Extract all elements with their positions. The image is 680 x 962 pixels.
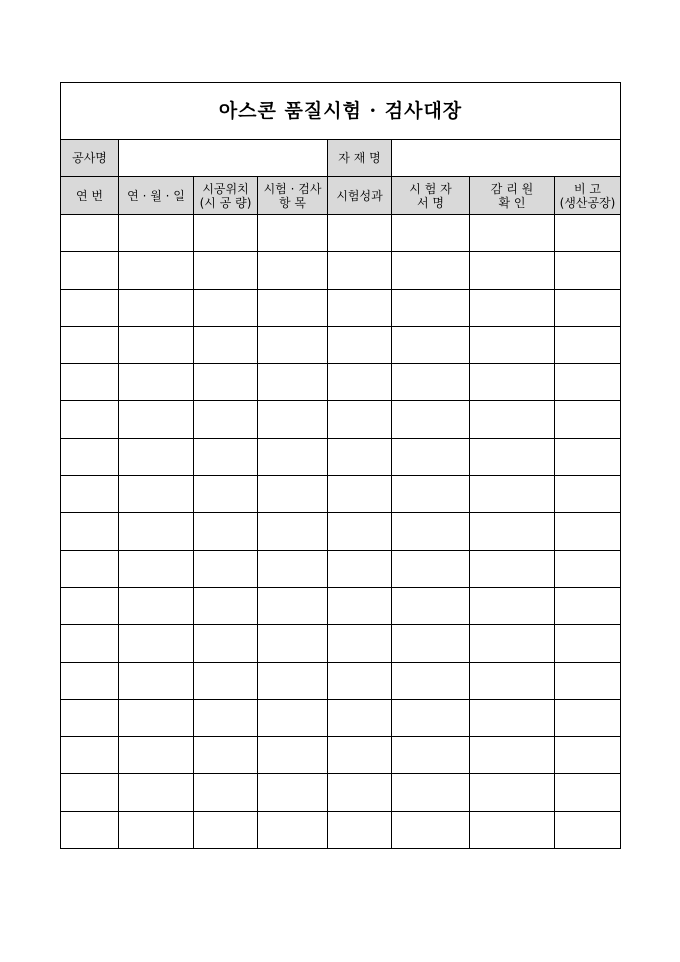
header-remarks: [555, 177, 621, 215]
table-cell[interactable]: [470, 401, 555, 438]
project-name-field[interactable]: [119, 140, 328, 177]
table-cell[interactable]: [392, 737, 470, 774]
header-remarks-line1: 비 고: [574, 181, 601, 196]
table-cell[interactable]: [61, 438, 119, 475]
table-cell[interactable]: [119, 289, 194, 326]
table-cell[interactable]: [194, 326, 258, 363]
table-cell[interactable]: [555, 587, 621, 624]
table-cell[interactable]: [61, 326, 119, 363]
table-cell[interactable]: [194, 215, 258, 252]
table-cell[interactable]: [194, 476, 258, 513]
table-cell[interactable]: [470, 289, 555, 326]
table-cell[interactable]: [194, 364, 258, 401]
table-cell[interactable]: [258, 625, 328, 662]
table-cell[interactable]: [328, 438, 392, 475]
table-cell[interactable]: [119, 662, 194, 699]
table-cell[interactable]: [61, 513, 119, 550]
table-cell[interactable]: [555, 662, 621, 699]
table-cell[interactable]: [119, 476, 194, 513]
table-row: [61, 811, 621, 848]
table-cell[interactable]: [119, 625, 194, 662]
table-cell[interactable]: [470, 699, 555, 736]
table-cell[interactable]: [328, 215, 392, 252]
table-cell[interactable]: [119, 587, 194, 624]
table-cell[interactable]: [194, 401, 258, 438]
table-cell[interactable]: [470, 215, 555, 252]
table-cell[interactable]: [328, 737, 392, 774]
header-supervisor: [470, 177, 555, 215]
table-cell[interactable]: [194, 699, 258, 736]
table-cell[interactable]: [119, 252, 194, 289]
table-row: [61, 774, 621, 811]
table-cell[interactable]: [470, 476, 555, 513]
project-name-label: 공사명: [61, 140, 119, 177]
table-cell[interactable]: [555, 364, 621, 401]
table-cell[interactable]: [392, 662, 470, 699]
material-name-field[interactable]: [392, 140, 621, 177]
table-cell[interactable]: [61, 811, 119, 848]
table-cell[interactable]: [194, 811, 258, 848]
table-row: [61, 326, 621, 363]
table-cell[interactable]: [328, 587, 392, 624]
table-row: [61, 289, 621, 326]
table-row: [61, 513, 621, 550]
table-cell[interactable]: [555, 252, 621, 289]
table-cell[interactable]: [470, 326, 555, 363]
table-cell[interactable]: [119, 811, 194, 848]
table-cell[interactable]: [194, 774, 258, 811]
header-supervisor-line2: 확 인: [498, 195, 526, 210]
table-cell[interactable]: [555, 774, 621, 811]
table-cell[interactable]: [119, 326, 194, 363]
table-cell[interactable]: [555, 625, 621, 662]
header-tester-line1: 시 험 자: [409, 181, 452, 196]
table-row: [61, 401, 621, 438]
table-cell[interactable]: [328, 662, 392, 699]
table-cell[interactable]: [470, 438, 555, 475]
table-cell[interactable]: [470, 774, 555, 811]
table-cell[interactable]: [328, 289, 392, 326]
header-serial-label: 연 번: [76, 188, 103, 203]
table-row: [61, 215, 621, 252]
table-cell[interactable]: [258, 215, 328, 252]
page-title: 아스콘 품질시험 · 검사대장: [61, 83, 621, 140]
table-cell[interactable]: [258, 699, 328, 736]
table-cell[interactable]: [194, 513, 258, 550]
table-cell[interactable]: [392, 215, 470, 252]
table-cell[interactable]: [392, 625, 470, 662]
header-tester-line2: 서 명: [417, 195, 444, 210]
table-cell[interactable]: [470, 811, 555, 848]
header-date-label: 연 · 월 · 일: [127, 188, 185, 203]
table-cell[interactable]: [470, 364, 555, 401]
table-row: [61, 737, 621, 774]
table-cell[interactable]: [194, 550, 258, 587]
table-cell[interactable]: [470, 625, 555, 662]
table-cell[interactable]: [328, 699, 392, 736]
header-remarks-line2: (생산공장): [559, 195, 616, 210]
table-cell[interactable]: [470, 662, 555, 699]
table-cell[interactable]: [61, 401, 119, 438]
table-row: [61, 476, 621, 513]
table-cell[interactable]: [392, 364, 470, 401]
table-cell[interactable]: [258, 587, 328, 624]
header-serial: [61, 177, 119, 215]
table-cell[interactable]: [470, 737, 555, 774]
table-cell[interactable]: [258, 364, 328, 401]
table-cell[interactable]: [555, 401, 621, 438]
table-cell[interactable]: [61, 215, 119, 252]
table-cell[interactable]: [258, 662, 328, 699]
table-cell[interactable]: [194, 625, 258, 662]
table-cell[interactable]: [555, 289, 621, 326]
table-cell[interactable]: [61, 774, 119, 811]
table-cell[interactable]: [119, 550, 194, 587]
inspection-ledger-table: [60, 82, 621, 849]
table-cell[interactable]: [119, 401, 194, 438]
table-cell[interactable]: [119, 774, 194, 811]
table-cell[interactable]: [194, 252, 258, 289]
table-cell[interactable]: [194, 289, 258, 326]
table-cell[interactable]: [555, 513, 621, 550]
table-cell[interactable]: [328, 252, 392, 289]
table-cell[interactable]: [392, 438, 470, 475]
table-row: [61, 587, 621, 624]
table-cell[interactable]: [328, 476, 392, 513]
header-location-line2: (시 공 량): [199, 195, 252, 210]
table-cell[interactable]: [470, 587, 555, 624]
table-cell[interactable]: [194, 662, 258, 699]
table-cell[interactable]: [258, 811, 328, 848]
table-cell[interactable]: [119, 364, 194, 401]
table-cell[interactable]: [61, 289, 119, 326]
table-cell[interactable]: [555, 438, 621, 475]
header-location-line1: 시공위치: [202, 181, 249, 196]
table-row: [61, 438, 621, 475]
table-row: [61, 625, 621, 662]
table-cell[interactable]: [392, 401, 470, 438]
header-date: [119, 177, 194, 215]
table-cell[interactable]: [392, 774, 470, 811]
table-cell[interactable]: [328, 625, 392, 662]
table-cell[interactable]: [392, 811, 470, 848]
material-name-label: 자 재 명: [328, 140, 392, 177]
table-cell[interactable]: [61, 662, 119, 699]
table-cell[interactable]: [555, 737, 621, 774]
table-cell[interactable]: [328, 326, 392, 363]
table-cell[interactable]: [61, 476, 119, 513]
table-cell[interactable]: [119, 438, 194, 475]
table-cell[interactable]: [258, 476, 328, 513]
table-cell[interactable]: [392, 289, 470, 326]
table-cell[interactable]: [392, 513, 470, 550]
table-cell[interactable]: [392, 699, 470, 736]
table-cell[interactable]: [194, 438, 258, 475]
table-cell[interactable]: [194, 737, 258, 774]
header-location: [194, 177, 258, 215]
table-cell[interactable]: [392, 587, 470, 624]
table-cell[interactable]: [258, 550, 328, 587]
table-cell[interactable]: [258, 401, 328, 438]
table-cell[interactable]: [61, 625, 119, 662]
table-cell[interactable]: [119, 699, 194, 736]
header-result-label: 시험성과: [336, 188, 383, 203]
table-row: [61, 364, 621, 401]
table-cell[interactable]: [258, 289, 328, 326]
header-test-item-line2: 항 목: [279, 195, 306, 210]
table-cell[interactable]: [258, 737, 328, 774]
table-cell[interactable]: [328, 401, 392, 438]
table-cell[interactable]: [119, 737, 194, 774]
table-cell[interactable]: [555, 215, 621, 252]
table-cell[interactable]: [328, 364, 392, 401]
table-cell[interactable]: [61, 550, 119, 587]
table-cell[interactable]: [555, 326, 621, 363]
header-test-item-line1: 시험 · 검사: [263, 181, 322, 196]
table-cell[interactable]: [119, 215, 194, 252]
table-cell[interactable]: [61, 587, 119, 624]
header-supervisor-line1: 감 리 원: [490, 181, 534, 196]
table-cell[interactable]: [555, 550, 621, 587]
table-cell[interactable]: [328, 550, 392, 587]
table-cell[interactable]: [392, 326, 470, 363]
header-result: [328, 177, 392, 215]
table-cell[interactable]: [61, 737, 119, 774]
table-cell[interactable]: [392, 252, 470, 289]
table-cell[interactable]: [194, 587, 258, 624]
table-cell[interactable]: [555, 811, 621, 848]
table-cell[interactable]: [470, 513, 555, 550]
table-row: [61, 550, 621, 587]
table-cell[interactable]: [258, 252, 328, 289]
table-cell[interactable]: [328, 513, 392, 550]
table-cell[interactable]: [470, 252, 555, 289]
table-cell[interactable]: [328, 811, 392, 848]
table-cell[interactable]: [555, 476, 621, 513]
table-cell[interactable]: [258, 438, 328, 475]
table-cell[interactable]: [258, 774, 328, 811]
table-row: [61, 252, 621, 289]
table-cell[interactable]: [61, 252, 119, 289]
table-cell[interactable]: [392, 476, 470, 513]
table-cell[interactable]: [328, 774, 392, 811]
table-cell[interactable]: [470, 550, 555, 587]
table-cell[interactable]: [119, 513, 194, 550]
header-test-item: [258, 177, 328, 215]
header-tester: [392, 177, 470, 215]
table-cell[interactable]: [555, 699, 621, 736]
table-row: [61, 699, 621, 736]
table-row: [61, 662, 621, 699]
table-cell[interactable]: [258, 326, 328, 363]
table-cell[interactable]: [61, 364, 119, 401]
table-cell[interactable]: [258, 513, 328, 550]
table-cell[interactable]: [61, 699, 119, 736]
table-cell[interactable]: [392, 550, 470, 587]
